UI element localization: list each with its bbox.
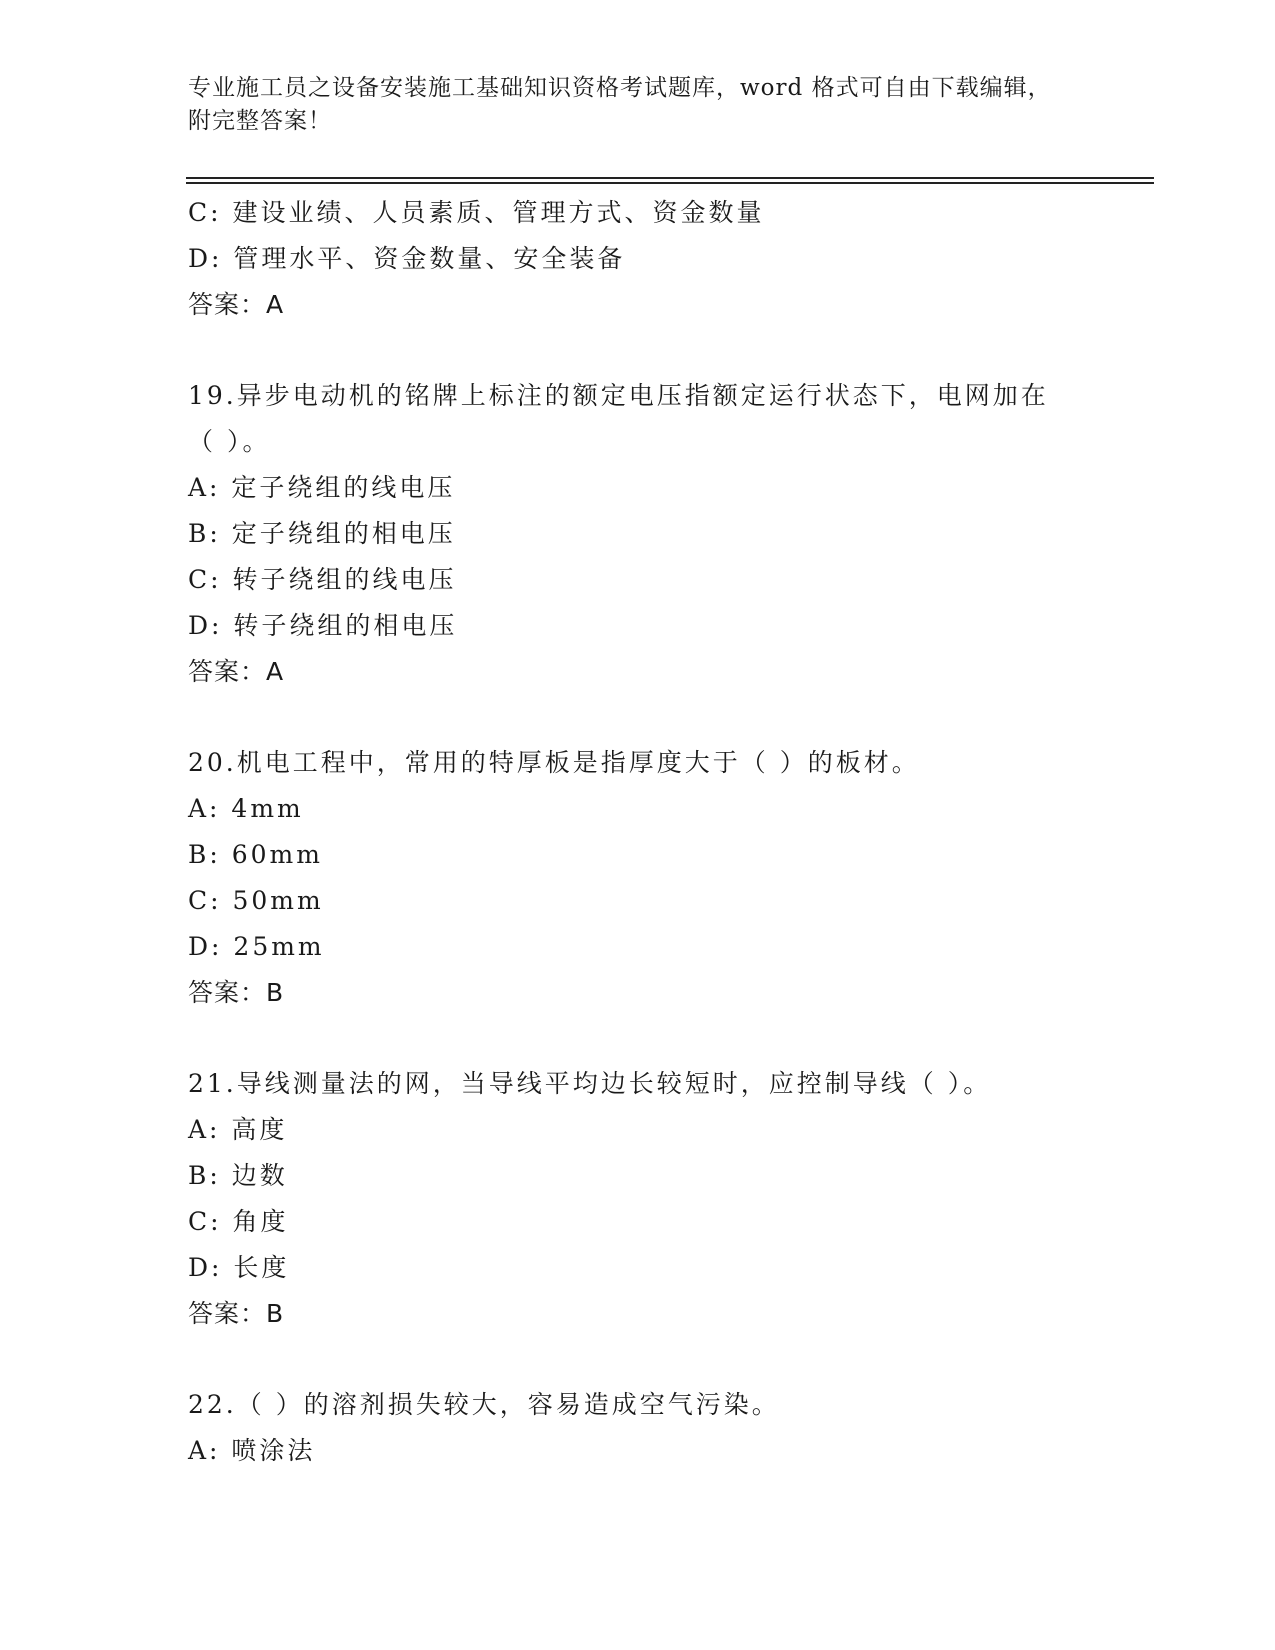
question-19 [188,373,1128,695]
header-line-1: 专业施工员之设备安装施工基础知识资格考试题库，word 格式可自由下载编辑， [188,75,1052,101]
question-list [188,190,1128,1474]
header-divider-top [186,177,1154,179]
option-b: B: 边数 [188,1161,288,1190]
answer-label: 答案：B [188,978,285,1007]
option-a: A: 定子绕组的线电压 [188,473,456,502]
option-c: C: 角度 [188,1207,289,1236]
option-d: D: 25mm [188,932,325,961]
question-18 [188,190,1128,328]
question-stem: 19.异步电动机的铭牌上标注的额定电压指额定运行状态下，电网加在 [188,381,1049,410]
option-a: A: 高度 [188,1115,288,1144]
option-a: A: 喷涂法 [188,1436,316,1465]
option-d: D: 管理水平、资金数量、安全装备 [188,244,626,273]
document-header [188,72,1068,138]
option-b: B: 定子绕组的相电压 [188,519,456,548]
option-b: B: 60mm [188,840,323,869]
answer-label: 答案：A [188,290,285,319]
question-stem: 22.（ ）的溶剂损失较大，容易造成空气污染。 [188,1390,780,1419]
option-a: A: 4mm [188,794,304,823]
question-stem-continued: （ ）。 [188,427,271,456]
header-line-2: 附完整答案！ [188,108,332,134]
option-d: D: 长度 [188,1253,290,1282]
option-c: C: 50mm [188,886,324,915]
question-20 [188,740,1128,1016]
option-c: C: 转子绕组的线电压 [188,565,457,594]
header-divider-bottom [186,182,1154,184]
answer-label: 答案：B [188,1299,285,1328]
question-21 [188,1061,1128,1337]
question-22 [188,1382,1128,1474]
option-c: C: 建设业绩、人员素质、管理方式、资金数量 [188,198,765,227]
option-d: D: 转子绕组的相电压 [188,611,458,640]
answer-label: 答案：A [188,657,285,686]
question-stem: 20.机电工程中，常用的特厚板是指厚度大于（ ）的板材。 [188,748,920,777]
question-stem: 21.导线测量法的网，当导线平均边长较短时，应控制导线（ ）。 [188,1069,992,1098]
